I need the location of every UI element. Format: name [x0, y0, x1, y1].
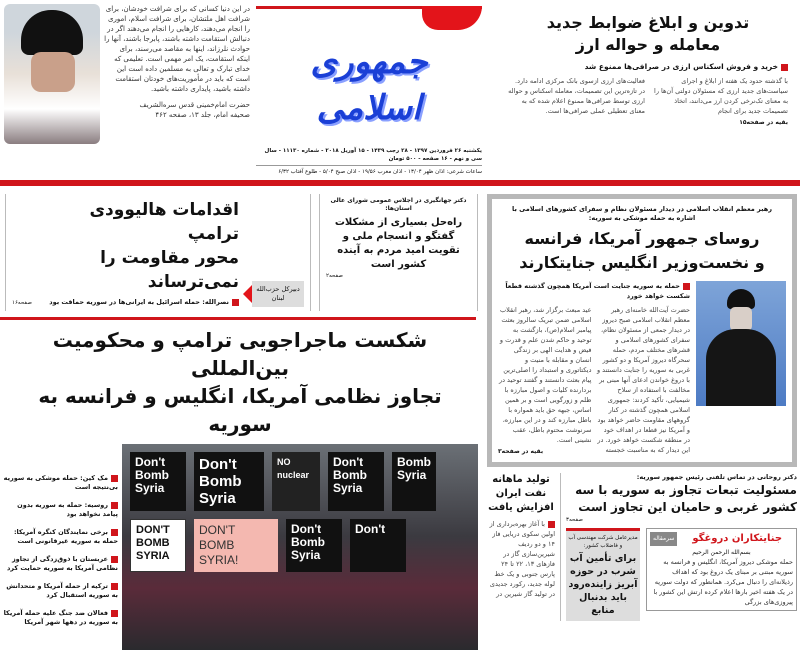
protest-sign: Don't Bomb Syria: [194, 452, 264, 511]
currency-continued[interactable]: بقیه در صفحه۱۵: [739, 119, 788, 126]
currency-headline-line2: معامله و حواله ارز: [575, 35, 721, 54]
quote-reference: صحیفه امام، جلد ۱۳، صفحه ۴۶۲: [155, 111, 250, 119]
jahangiri-kicker: دکتر جهانگیری در اجلاس عمومی شورای عالی استان‌ها:: [330, 197, 467, 212]
jahangiri-story: [319, 194, 478, 311]
leader-headline-line1: روسای جمهور آمریکا، فرانسه: [524, 229, 760, 248]
protest-sign: Bomb Syria: [392, 452, 436, 511]
hollywood-headline-line1: اقدامات هالیوودی ترامپ: [89, 200, 239, 244]
currency-headline-line1: تدوین و ابلاغ ضوابط جدید: [546, 13, 750, 32]
protest-sign: DON'T BOMB SYRIA: [130, 519, 186, 572]
currency-story: [488, 4, 794, 127]
imam-khomeini-photo: [4, 4, 100, 144]
currency-headline: [508, 12, 788, 56]
news-bullets: [2, 444, 118, 650]
quote-box: [4, 4, 250, 144]
protest-sign: DON'T BOMB SYRIA!: [194, 519, 278, 572]
quote-text: در این دنیا کسانی که برای شرافت خودشان، برای شرافت اهل ملتشان، برای شرافت اسلام، اموری را انجام می‌دهند، کارهایی را انجام می‌دهند اگر در دنبالش استقامت داشته باشند، پابرجا باشند، آنها را حوادث نلرزاند، اینها به مقاصد می‌رسند، برای اینکه استقامت، یک امر مهمی است. تعلیمی که خدای تبارک و تعالی به مسلمین داده است این است که باید در مأموریت‌های خودتان استقامت داشته باشید، پایداری داشته باشید.: [104, 5, 250, 93]
editorial-basmala: بسم‌الله الرحمن الرحیم: [692, 549, 751, 556]
leader-kicker: رهبر معظم انقلاب اسلامی در دیدار مسئولان نظام و سفرای کشورهای اسلامی با اشاره به حمله موشکی به سوریه:: [512, 205, 772, 222]
ayatollah-khamenei-photo: [696, 281, 786, 406]
hollywood-story: [5, 194, 311, 311]
water-headline: برای تأمین آب شرب در حوزه آبریز زاینده‌رود باید بدنبال منابع: [568, 553, 638, 616]
leader-subhead: حمله به سوریه جنایت است آمریکا همچون گذشته قطعاً شکست خواهد خورد: [498, 281, 690, 301]
editorial-box: [646, 528, 797, 611]
tag-arrow: [243, 285, 252, 303]
editorial-label: سرمقاله: [650, 532, 677, 546]
protest-sign: NO nuclear: [272, 452, 320, 511]
nasrallah-tag: دبیرکل حزب‌الله لبنان: [252, 281, 304, 307]
bullet-item: ترکیه از حمله آمریکا و متحدانش به سوریه استقبال کرد: [2, 582, 118, 600]
prayer-times: ساعات شرعی: اذان ظهر ۱۳/۰۴ - اذان مغرب ۱۹/۵۶ - اذان صبح ۵/۰۴ - طلوع آفتاب ۶/۳۲: [278, 169, 482, 175]
oil-body: با آغاز بهره‌برداری از اولین سکوی دریایی فاز ۱۴ و دو ردیف شیرین‌سازی گاز در فازهای ۱۳، ۲۲ تا ۲۴ پارس جنوبی و یک خط لوله جدید، رکورد جدیدی در تولید گاز شیرین در: [487, 519, 555, 599]
body-row: [0, 186, 800, 650]
masthead-red-splash: [422, 6, 482, 30]
page-ref[interactable]: صفحه۱۶: [12, 300, 32, 306]
water-story-box: [566, 528, 640, 621]
leader-headline-line2: و نخست‌وزیر انگلیس جنایتکارند: [519, 253, 765, 272]
rouhani-headline: مسئولیت تبعات تجاوز به سوریه با سه کشور غربی و حامیان این تجاوز است: [575, 483, 797, 514]
main-headline-line1: شکست ماجراجویی ترامپ و محکومیت بین‌المللی: [52, 328, 428, 380]
protest-sign: Don't Bomb Syria: [130, 452, 186, 511]
currency-column-2: فعالیت‌های ارزی ازسوی بانک مرکزی ادامه دارد. در تازه‌ترین این تصمیمات، معامله اسکناس و حواله ارزی توسط صرافی‌ها ممنوع اعلام شده که به معنای تعطیلی عملی صرافی‌ها است.: [508, 77, 645, 115]
masthead-red-rule: [256, 6, 482, 9]
protest-sign: Don't Bomb Syria: [286, 519, 342, 572]
leader-continued[interactable]: بقیه در صفحه۳: [498, 448, 544, 455]
main-headline-line2: تجاوز نظامی آمریکا، انگلیس و فرانسه به سوریه: [38, 384, 442, 436]
protest-photo: [122, 444, 478, 650]
leader-column-1: حضرت آیت‌الله خامنه‌ای رهبر معظم انقلاب اسلامی صبح دیروز در دیدار جمعی از مسئولان نظام، سفرای کشورهای اسلامی و قشرهای مختلف مردم، حمله سحرگاه دیروز آمریکا و دو کشور غربی به سوریه را جنایت دانستند و با دروغ خواندن ادعای آنها مبنی بر مخالفت با استفاده از سلاح شیمیایی، تأکید کردند: جمهوری اسلامی همچون گذشته در کنار گروههای مقاومت حاضر خواهد بود و آمریکا نیز قطعا در اهداف خود در منطقه شکست خواهد خورد. در این دیدار که به مناسبت خجسته: [596, 306, 690, 454]
leader-column-2: عید مبعث برگزار شد، رهبر انقلاب اسلامی ضمن تبریک سالروز بعثت پیامبر اسلام(ص)، بازگشت به توحید و حاکم شدن علم و قدرت و فیض و هدایت الهی بر زندگی انسان و مقابله با منیت و دیکتاتوری و استبداد را اصلی‌ترین پیام بعثت دانستند و گفتند توحید در بردارنده کلیات و اصول مبارزه با ظلم و زورگویی است و بر همین اساس، جبهه حق باید همواره با باطل مبارزه کند و در این مبارزه، سرنوشت محتوم باطل، عقب نشینی است.: [498, 306, 592, 444]
date-line: یکشنبه ۲۶ فروردین ۱۳۹۷ - ۲۸ رجب ۱۴۳۹ - ۱۵ آوریل ۲۰۱۸ - شماره ۱۱۱۳۰ - سال سی و نهم - ۱۶ صفحه - ۵۰۰ تومان: [264, 148, 482, 162]
editorial-body: حمله موشکی دیروز آمریکا، انگلیس و فرانسه به سوریه مبتنی بر مبنای یک دروغ بود که اهداف رذیلانه‌ای را دنبال می‌کرد. همانطور که دولت سوریه در یک هفته اخیر بارها اعلام کرده ارتش این کشور با پیروزی‌های بزرگی: [653, 558, 793, 606]
top-row: [0, 0, 800, 176]
hollywood-headline-line2: محور مقاومت را نمی‌ترساند: [100, 248, 239, 292]
main-headline: [0, 320, 480, 444]
bullet-item: برخی نمایندگان کنگره آمریکا: حمله به سوریه غیرقانونی است: [2, 528, 118, 546]
bullet-item: روسیه: حمله به سوریه بدون پیامد نخواهد بود: [2, 501, 118, 519]
bullet-item: فعالان ضد جنگ علیه حمله آمریکا به سوریه در دهها شهر آمریکا: [3, 609, 118, 626]
oil-story: [487, 473, 555, 599]
quote-source: حضرت امام‌خمینی قدس سره‌الشریف: [139, 101, 250, 109]
leader-headline: [498, 227, 786, 275]
currency-column-1: با گذشته حدود یک هفته از ابلاغ و اجرای سیاست‌های جدید ارزی که مسئولان دولتی آن‌ها را به معنای تک‌نرخی کردن ارز می‌دانند، اتخاذ تصمیمات جدید برای انجام: [654, 77, 788, 115]
water-kicker: مدیرعامل شرکت مهندسی آب و فاضلاب کشور:: [568, 535, 638, 549]
bullet-item: عربستان با ذوق‌زدگی از تجاوز نظامی آمریکا به سوریه حمایت کرد: [2, 555, 118, 573]
page-ref[interactable]: صفحه۲: [326, 273, 343, 279]
newspaper-logo: جمهوری اسلامی: [310, 42, 428, 128]
page-ref[interactable]: صفحه۳: [566, 517, 583, 523]
rouhani-kicker: دکتر روحانی در تماس تلفنی رئیس جمهور سوریه:: [636, 473, 797, 481]
currency-subhead: خرید و فروش اسکناس ارزی در صرافی‌ها ممنوع شد: [508, 61, 788, 72]
hollywood-headline: [36, 198, 239, 294]
oil-headline: تولید ماهانه نفت ایران افزایش یافت: [488, 474, 554, 513]
bullet-item: مک کین: حمله موشکی به سوریه بی‌نتیجه است: [3, 474, 118, 491]
masthead: [256, 4, 482, 176]
protest-sign: Don't: [350, 519, 406, 572]
editorial-title: جنایتکاران دروغگو: [692, 533, 783, 544]
leader-story-box: [487, 194, 797, 467]
jahangiri-headline: راه‌حل بسیاری از مشکلات گفتگو و انسجام ملی و تقویت امید مردم به آینده کشور است: [334, 217, 463, 270]
hollywood-subhead: نصرالله: حمله اسرائیل به ایرانی‌ها در سوریه حماقت بود: [36, 298, 239, 307]
protest-sign: Don't Bomb Syria: [328, 452, 384, 511]
